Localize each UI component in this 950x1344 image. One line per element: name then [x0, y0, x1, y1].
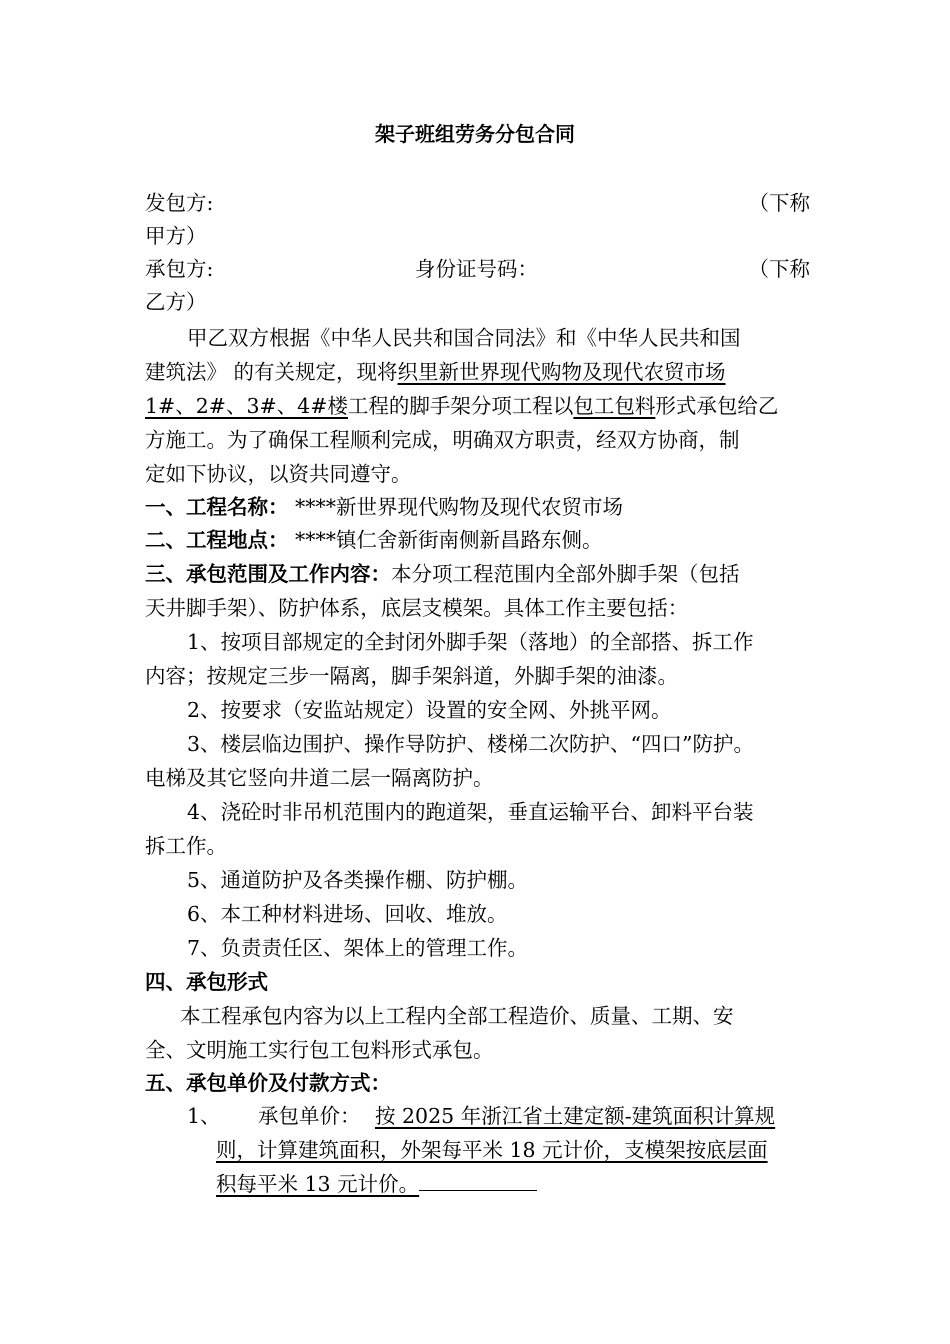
section-2	[145, 523, 810, 557]
party-b-label: 承包方:	[145, 257, 214, 281]
document-title: 架子班组劳务分包合同	[375, 122, 575, 146]
scope-item-2: 2、按要求（安监站规定）设置的安全网、外挑平网。	[187, 698, 672, 722]
section-4-label: 四、承包形式	[145, 970, 268, 994]
scope-item-6: 6、本工种材料进场、回收、堆放。	[187, 902, 508, 926]
section-3-line-2: 天井脚手架）、防护体系，底层支模架。具体工作主要包括：	[145, 596, 689, 620]
party-b-id-label: 身份证号码：	[415, 257, 538, 281]
section-4-line-1: 本工程承包内容为以上工程内全部工程造价、质量、工期、安	[180, 1004, 734, 1028]
intro-line-3	[145, 389, 810, 423]
price-rule-line-2: 则，计算建筑面积，外架每平米 18 元计价，支模架按底层面	[216, 1138, 768, 1162]
price-item-label: 承包单价：	[258, 1104, 361, 1128]
party-a-line	[145, 186, 810, 220]
intro-text: 建筑法》 的有关规定，现将	[145, 360, 398, 384]
section-3	[145, 557, 810, 591]
intro-line-4: 方施工。为了确保工程顺利完成，明确双方职责，经双方协商，制	[145, 428, 740, 452]
price-item-number: 1、	[187, 1104, 221, 1128]
scope-item-4: 4、浇砼时非吊机范围内的跑道架，垂直运输平台、卸料平台装	[187, 800, 754, 824]
price-item-1	[187, 1099, 810, 1133]
party-b-alias: 乙方）	[145, 290, 207, 314]
scope-item-4-cont: 拆工作。	[145, 834, 227, 858]
intro-line-2	[145, 355, 810, 389]
section-5-label: 五、承包单价及付款方式：	[145, 1071, 391, 1095]
scope-item-1-cont: 内容；按规定三步一隔离，脚手架斜道，外脚手架的油漆。	[145, 664, 678, 688]
scope-item-1: 1、按项目部规定的全封闭外脚手架（落地）的全部搭、拆工作	[187, 630, 754, 654]
intro-text: 工程的脚手架分项工程以	[347, 394, 574, 418]
section-2-label: 二、工程地点：	[145, 528, 289, 552]
scope-item-3: 3、楼层临边围护、操作导防护、楼梯二次防护、“四口”防护。	[187, 732, 755, 756]
section-3-label: 三、承包范围及工作内容：	[145, 562, 391, 586]
intro-line-1: 甲乙双方根据《中华人民共和国合同法》和《中华人民共和国	[187, 326, 741, 350]
party-a-alias: 甲方）	[145, 224, 207, 248]
contract-form-underlined: 包工包料	[573, 394, 656, 418]
intro-line-5: 定如下协议，以资共同遵守。	[145, 462, 412, 486]
party-a-suffix: （下称	[748, 191, 810, 215]
intro-text: 形式承包给乙	[655, 394, 779, 418]
section-1-label: 一、工程名称：	[145, 495, 289, 519]
section-1	[145, 490, 810, 524]
scope-item-5: 5、通道防护及各类操作棚、防护棚。	[187, 868, 529, 892]
price-rule-line-3	[216, 1167, 816, 1201]
scope-item-7: 7、负责责任区、架体上的管理工作。	[187, 936, 529, 960]
section-3-text: 本分项工程范围内全部外脚手架（包括	[391, 562, 740, 586]
party-b-suffix: （下称	[748, 257, 810, 281]
buildings-underlined: 1#、2#、3#、4#楼	[145, 394, 348, 418]
price-rule-underlined: 按 2025 年浙江省土建定额-建筑面积计算规	[375, 1104, 776, 1128]
scope-item-3-cont: 电梯及其它竖向井道二层一隔离防护。	[145, 766, 494, 790]
section-1-value: ****新世界现代购物及现代农贸市场	[288, 495, 624, 519]
section-4-line-2: 全、文明施工实行包工包料形式承包。	[145, 1038, 494, 1062]
party-b-line	[145, 252, 810, 286]
fill-in-blank	[419, 1189, 537, 1191]
section-2-value: ****镇仁舍新街南侧新昌路东侧。	[288, 528, 603, 552]
price-rule-text: 积每平米 13 元计价。	[216, 1172, 420, 1196]
party-a-label: 发包方:	[145, 191, 214, 215]
project-name-underlined: 织里新世界现代购物及现代农贸市场	[397, 360, 726, 384]
